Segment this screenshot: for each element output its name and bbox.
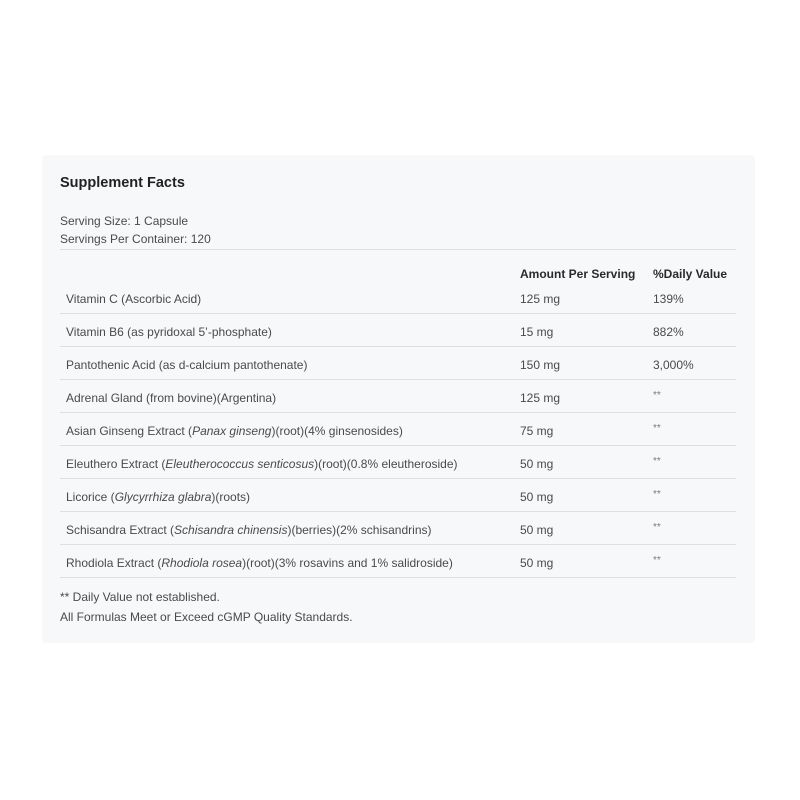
table-row: [60, 380, 736, 413]
name-suffix: )(root)(4% ginsenosides): [271, 424, 403, 438]
name-prefix: Rhodiola Extract (: [66, 556, 162, 570]
botanical-name: Schisandra chinensis: [174, 523, 288, 537]
daily-value-footnote: ** Daily Value not established.: [60, 590, 220, 604]
nutrient-amount: 50 mg: [520, 490, 554, 504]
name-suffix: )(root)(0.8% eleutheroside): [314, 457, 458, 471]
nutrient-daily-value: 139%: [653, 292, 684, 306]
quality-standards-note: All Formulas Meet or Exceed cGMP Quality Standards.: [60, 610, 353, 624]
nutrient-amount: 125 mg: [520, 391, 561, 405]
name-prefix: Licorice (: [66, 490, 115, 504]
nutrient-daily-value: **: [653, 390, 661, 401]
nutrient-name: [66, 556, 453, 570]
nutrient-amount: 50 mg: [520, 523, 554, 537]
header-amount-per-serving: Amount Per Serving: [520, 267, 636, 281]
nutrient-daily-value: 882%: [653, 325, 684, 339]
nutrient-name: [66, 424, 403, 438]
table-row: [60, 347, 736, 380]
botanical-name: Panax ginseng: [192, 424, 272, 438]
name-prefix: Schisandra Extract (: [66, 523, 175, 537]
table-row: [60, 479, 736, 512]
name-suffix: )(root)(3% rosavins and 1% salidroside): [242, 556, 453, 570]
table-row: [60, 446, 736, 479]
name-prefix: Asian Ginseng Extract (: [66, 424, 193, 438]
table-header: [60, 249, 736, 281]
table-row: [60, 413, 736, 446]
name-prefix: Eleuthero Extract (: [66, 457, 166, 471]
nutrient-name: Pantothenic Acid (as d-calcium pantothenate): [66, 358, 308, 372]
name-suffix: )(berries)(2% schisandrins): [287, 523, 432, 537]
nutrient-amount: 15 mg: [520, 325, 554, 339]
botanical-name: Rhodiola rosea: [161, 556, 243, 570]
servings-per-container: Servings Per Container: 120: [60, 232, 211, 246]
table-row: [60, 281, 736, 314]
nutrient-daily-value: 3,000%: [653, 358, 694, 372]
nutrient-amount: 50 mg: [520, 556, 554, 570]
supplement-facts-panel: [42, 155, 755, 643]
botanical-name: Glycyrrhiza glabra: [114, 490, 212, 504]
nutrient-amount: 125 mg: [520, 292, 561, 306]
nutrient-name: Adrenal Gland (from bovine)(Argentina): [66, 391, 277, 405]
table-row: [60, 314, 736, 347]
table-row: [60, 512, 736, 545]
nutrient-amount: 150 mg: [520, 358, 561, 372]
panel-title: Supplement Facts: [60, 175, 185, 191]
nutrient-name: [66, 457, 458, 471]
nutrient-daily-value: **: [653, 522, 661, 533]
nutrient-daily-value: **: [653, 423, 661, 434]
serving-size: Serving Size: 1 Capsule: [60, 214, 189, 228]
nutrient-amount: 75 mg: [520, 424, 554, 438]
nutrient-name: Vitamin B6 (as pyridoxal 5’-phosphate): [66, 325, 272, 339]
nutrient-name: [66, 523, 432, 537]
nutrient-daily-value: **: [653, 555, 661, 566]
nutrient-daily-value: **: [653, 456, 661, 467]
nutrient-table: [60, 249, 736, 578]
nutrient-daily-value: **: [653, 489, 661, 500]
table-row: [60, 545, 736, 578]
nutrient-amount: 50 mg: [520, 457, 554, 471]
nutrient-name: Vitamin C (Ascorbic Acid): [66, 292, 202, 306]
nutrient-name: [66, 490, 250, 504]
name-suffix: )(roots): [211, 490, 251, 504]
botanical-name: Eleutherococcus senticosus: [165, 457, 315, 471]
header-daily-value: %Daily Value: [653, 267, 728, 281]
